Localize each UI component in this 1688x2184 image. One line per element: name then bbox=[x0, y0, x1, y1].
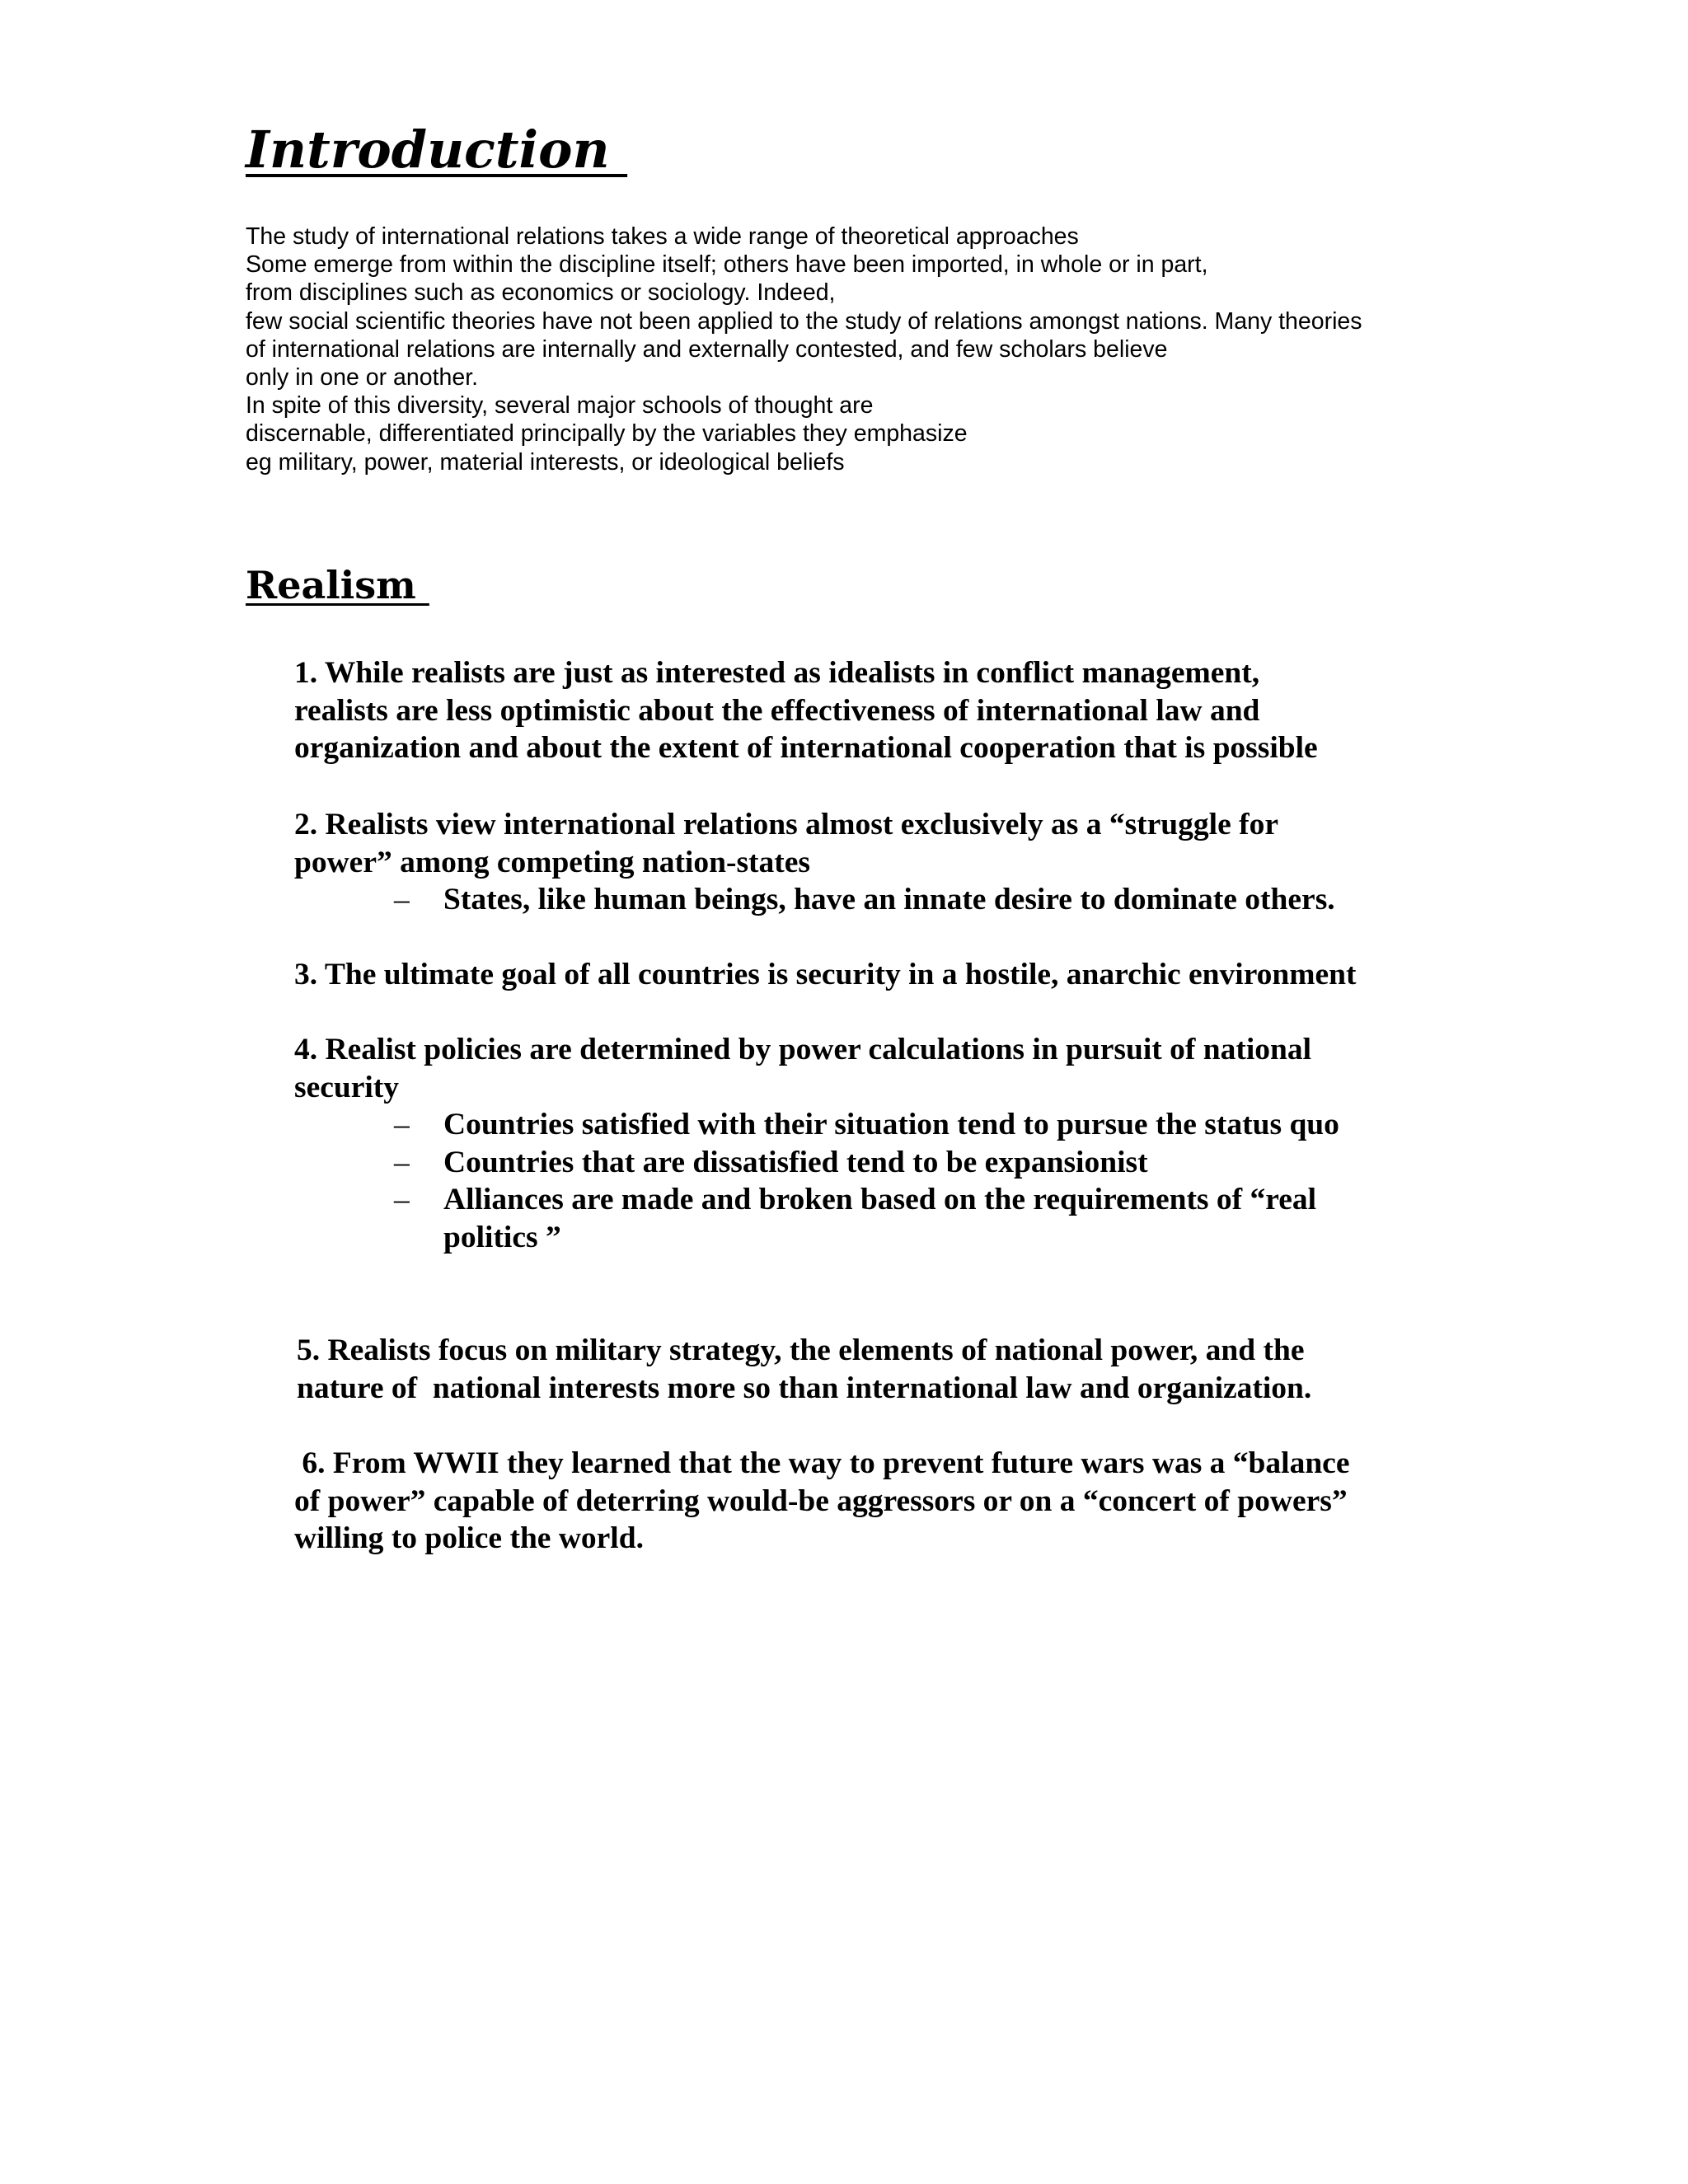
sub-point-line: Alliances are made and broken based on the requirements of “real bbox=[443, 1183, 1317, 1216]
sub-point-line: Countries satisfied with their situation tend to pursue the status quo bbox=[443, 1108, 1339, 1141]
point-line: nature of national interests more so than international law and organization. bbox=[297, 1371, 1312, 1405]
realism-point-4-subpoints bbox=[394, 1106, 1339, 1256]
sub-point bbox=[394, 881, 1335, 919]
point-line: power” among competing nation-states bbox=[294, 845, 811, 879]
realism-point-3 bbox=[294, 956, 1465, 994]
realism-heading: Realism bbox=[246, 563, 429, 607]
intro-line: only in one or another. bbox=[246, 364, 479, 391]
realism-point-6 bbox=[294, 1445, 1465, 1558]
point-line: 4. Realist policies are determined by power calculations in pursuit of national bbox=[294, 1033, 1312, 1066]
realism-point-2 bbox=[294, 806, 1465, 881]
sub-point-line: politics ” bbox=[443, 1220, 561, 1254]
point-line: 2. Realists view international relations almost exclusively as a “struggle for bbox=[294, 808, 1278, 841]
sub-point bbox=[394, 1181, 1339, 1256]
point-line: 5. Realists focus on military strategy, the elements of national power, and the bbox=[297, 1333, 1305, 1367]
intro-line: eg military, power, material interests, or ideological beliefs bbox=[246, 448, 845, 476]
point-line: realists are less optimistic about the effectiveness of international law and bbox=[294, 693, 1260, 728]
sub-point bbox=[394, 1106, 1339, 1144]
sub-point bbox=[394, 1144, 1339, 1182]
sub-point-line: States, like human beings, have an innate desire to dominate others. bbox=[443, 883, 1335, 916]
point-line: of power” capable of deterring would-be aggressors or on a “concert of powers” bbox=[294, 1483, 1348, 1518]
dash-bullet: – bbox=[394, 1108, 410, 1141]
realism-point-4 bbox=[294, 1031, 1465, 1106]
intro-line: from disciplines such as economics or sociology. Indeed, bbox=[246, 279, 836, 307]
intro-line: of international relations are internally and externally contested, and few scholars believe bbox=[246, 335, 1168, 363]
point-line: 6. From WWII they learned that the way to prevent future wars was a “balance bbox=[294, 1446, 1350, 1480]
sub-point-line: Countries that are dissatisfied tend to be expansionist bbox=[443, 1145, 1148, 1179]
introduction-heading: Introduction bbox=[246, 120, 628, 180]
dash-bullet: – bbox=[394, 1183, 410, 1216]
point-line: willing to police the world. bbox=[294, 1521, 644, 1555]
intro-line: In spite of this diversity, several major schools of thought are bbox=[246, 392, 874, 419]
intro-line: few social scientific theories have not been applied to the study of relations amongst nations. Many theories bbox=[246, 307, 1362, 335]
point-line: security bbox=[294, 1070, 400, 1104]
realism-point-1 bbox=[294, 654, 1465, 767]
intro-line: The study of international relations takes a wide range of theoretical approaches bbox=[246, 223, 1079, 250]
intro-line: Some emerge from within the discipline itself; others have been imported, in whole or in part, bbox=[246, 251, 1208, 279]
point-line: 1. While realists are just as interested as idealists in conflict management, bbox=[294, 656, 1260, 690]
introduction-body bbox=[246, 223, 1362, 476]
dash-bullet: – bbox=[394, 883, 410, 916]
realism-point-5 bbox=[297, 1332, 1467, 1407]
point-line: organization and about the extent of international cooperation that is possible bbox=[294, 731, 1318, 765]
dash-bullet: – bbox=[394, 1145, 410, 1179]
intro-line: discernable, differentiated principally by the variables they emphasize bbox=[246, 420, 968, 448]
realism-point-2-subpoints bbox=[394, 881, 1335, 919]
point-line: 3. The ultimate goal of all countries is security in a hostile, anarchic environment bbox=[294, 958, 1357, 991]
